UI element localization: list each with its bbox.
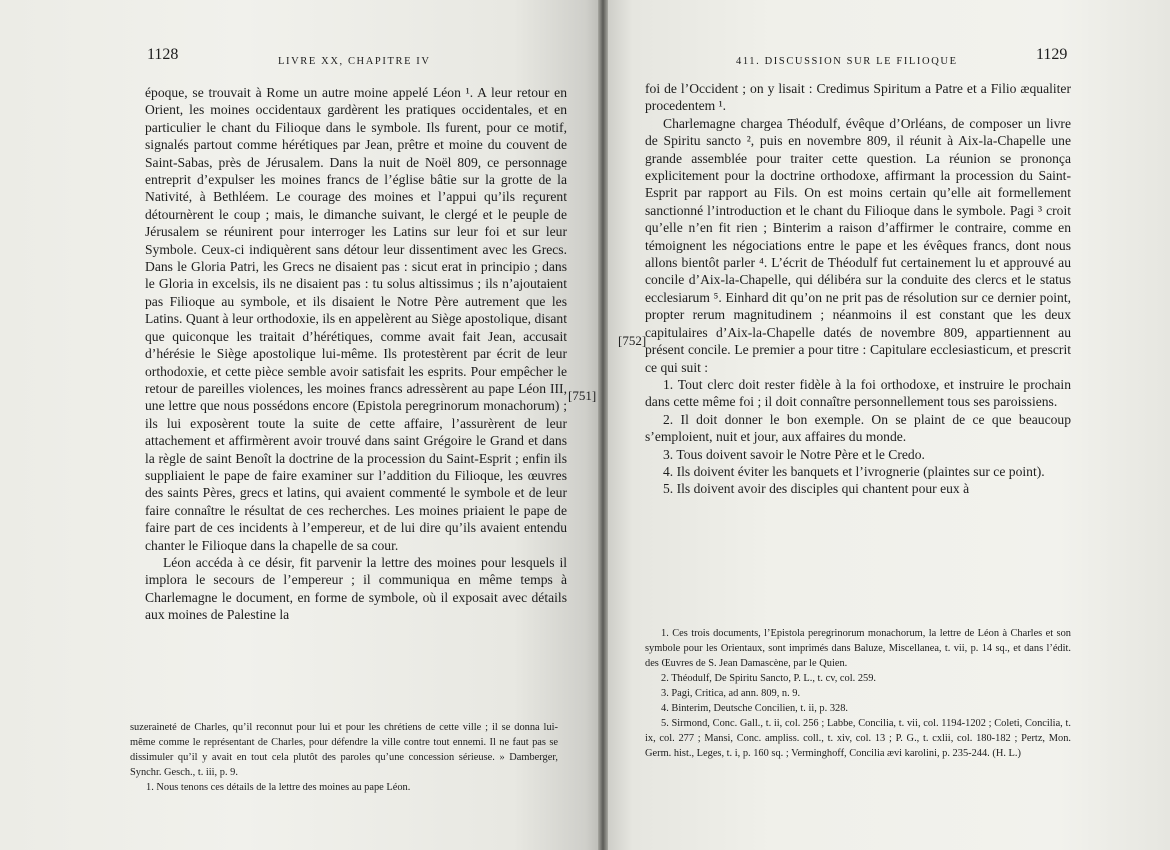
right-margin-marker: [752] (618, 333, 647, 348)
left-footnotes (130, 720, 558, 795)
left-margin-marker: [751] (568, 388, 597, 403)
right-footnotes (645, 626, 1071, 761)
right-list-item-4: 4. Ils doivent éviter les banquets et l’ivrognerie (plaintes sur ce point). (663, 463, 1045, 479)
right-paragraph-2: Charlemagne chargea Théodulf, évêque d’Orléans, de composer un livre de Spiritu sancto ², puis en novembre 809, il réunit à Aix-la-Chapelle une grande assemblée pour traiter cette question. La réunion se prononça explicitement pour la doctrine orthodoxe, affirmant la procession du Saint-Esprit par rapport au Fils. On est moins certain qu’elle ait formellement sanctionné l’introduction et le chant du Filioque dans le symbole. Pagi ³ croit qu’elle n’en fit rien ; Binterim a raison d’affirmer le contraire, comme en témoignent les négociations entre le pape et les évêques francs, dont nous allons bientôt parler ⁴. L’écrit de Théodulf fut certainement lu et approuvé au concile d’Aix-la-Chapelle, qui délibéra sur la conduite des clercs et le status ecclesiarum ⁵. Einhard dit qu’on ne prit pas de résolution sur ce dernier point, propter rerum magnitudinem ; néanmoins il est constant que les deux capitulaires d’Aix-la-Chapelle datés de novembre 809, appartiennent au présent concile. Le premier a pour titre : Capitulare ecclesiasticum, et prescrit ce qui suit : (645, 115, 1071, 375)
right-footnote-4: 4. Binterim, Deutsche Concilien, t. ii, p. 328. (661, 703, 849, 714)
right-list-item-5: 5. Ils doivent avoir des disciples qui chantent pour eux à (663, 481, 970, 497)
left-footnote-1: 1. Nous tenons ces détails de la lettre des moines au pape Léon. (146, 782, 411, 793)
right-page-number: 1129 (1036, 46, 1068, 63)
left-paragraph-2: Léon accéda à ce désir, fit parvenir la lettre des moines pour lesquels il implora le secours de l’empereur ; il communiqua en même temps à Charlemagne le document, en forme de symbole, où il exposait avec détails aux moines de Palestine la (145, 554, 567, 623)
right-page (604, 0, 1170, 850)
left-page-number: 1128 (147, 46, 179, 63)
right-list-item-3: 3. Tous doivent savoir le Notre Père et le Credo. (663, 446, 925, 462)
left-paragraph-1: époque, se trouvait à Rome un autre moine appelé Léon ¹. A leur retour en Orient, les moines occidentaux gardèrent les pratiques occidentales, et en particulier le chant du Filioque dans le symbole. Ils furent, pour ce motif, signalés partout comme hérétiques par Jean, prêtre et moine du couvent de Saint-Sabas, près de Jérusalem. Dans la nuit de Noël 809, ce personnage entreprit d’expulser les moines francs de l’église bâtie sur la grotte de la Nativité, à Bethléem. Le courage des moines et l’appui qu’ils reçurent détournèrent le coup ; mais, le dimanche suivant, le clergé et le peuple de Jérusalem se réunirent pour interroger les Latins sur leur foi et sur leur Symbole. Ceux-ci indiquèrent sans détour leur dissentiment avec les Grecs. Dans le Gloria Patri, les Grecs ne disaient pas : sicut erat in principio ; dans le Gloria in excelsis, ils ne disaient pas : tu solus altissimus ; ils n’ajoutaient pas Filioque au symbole, et ils disaient le Notre Père autrement que les Latins. Quant à leur orthodoxie, ils en appelèrent au Siège apostolique, disant que quiconque les traitait d’hérétiques, comme avait fait Jean, accusait d’hérésie le Siège apostolique lui-même. Ils protestèrent par écrit de leur orthodoxie, et cette pièce semble avoir satisfait les esprits. Pour empêcher le retour de pareilles violences, les moines francs adressèrent au pape Léon III, une lettre que nous possédons encore (Epistola peregrinorum monachorum) ; ils lui exposèrent toute la suite de cette affaire, l’assurèrent de leur attachement et affirmèrent avoir trouvé dans saint Grégoire le Grand et dans la règle de saint Benoît la doctrine de la procession du Saint-Esprit ; enfin ils suppliaient le pape de faire examiner sur l’addition du Filioque, les œuvres des saints Pères, grecs et latins, qui avaient commenté le symbole et de leur faire connaître le résultat de ces recherches. Les moines priaient le pape de faire part de ces incidents à l’empereur, et de lui dire qu’ils avaient entendu chanter le Filioque dans la chapelle de sa cour. (145, 85, 567, 553)
right-footnote-1: 1. Ces trois documents, l’Epistola peregrinorum monachorum, la lettre de Léon à Charles et son symbole pour les Orientaux, sont imprimés dans Baluze, Miscellanea, t. vii, p. 14 sq., et dans l’édit. des Œuvres de S. Jean Damascène, par le Quien. (645, 628, 1071, 669)
right-footnote-5: 5. Sirmond, Conc. Gall., t. ii, col. 256 ; Labbe, Concilia, t. vii, col. 1194-1202 ; Coleti, Concilia, t. ix, col. 277 ; Mansi, Conc. ampliss. coll., t. xiv, col. 13 ; P. G., t. cxlii, col. 180-182 ; Pertz, Mon. Germ. hist., Leges, t. i, p. 160 sq. ; Verminghoff, Concilia ævi karolini, p. 235-244. (H. L.) (645, 718, 1071, 759)
right-paragraph-1: foi de l’Occident ; on y lisait : Credimus Spiritum a Patre et a Filio æqualiter procedentem ¹. (645, 81, 1071, 114)
right-footnote-2: 2. Théodulf, De Spiritu Sancto, P. L., t. cv, col. 259. (661, 673, 877, 684)
right-running-head: 411. DISCUSSION SUR LE FILIOQUE (736, 56, 958, 67)
right-body (645, 80, 1071, 498)
right-list-item-1: 1. Tout clerc doit rester fidèle à la foi orthodoxe, et instruire le prochain dans cette même foi ; il doit connaître personnellement tous ses paroissiens. (645, 376, 1071, 410)
left-running-head: LIVRE XX, CHAPITRE IV (278, 56, 431, 67)
right-list-item-2: 2. Il doit donner le bon exemple. On se plaint de ce que beaucoup s’emploient, nuit et jour, aux affaires du monde. (645, 411, 1071, 445)
left-body (145, 84, 567, 624)
right-footnote-3: 3. Pagi, Critica, ad ann. 809, n. 9. (661, 688, 801, 699)
left-footnote-continued: suzeraineté de Charles, qu’il reconnut pour lui et pour les chrétiens de cette ville ; il se donna lui-même comme le représentant de Charles, pour défendre la ville contre tout ennemi. Il ne faut pas se dissimuler qu’il y avait en tout cela plutôt des paroles qu’une concession sérieuse. » Damberger, Synchr. Gesch., t. iii, p. 9. (130, 722, 558, 778)
book-gutter (598, 0, 608, 850)
